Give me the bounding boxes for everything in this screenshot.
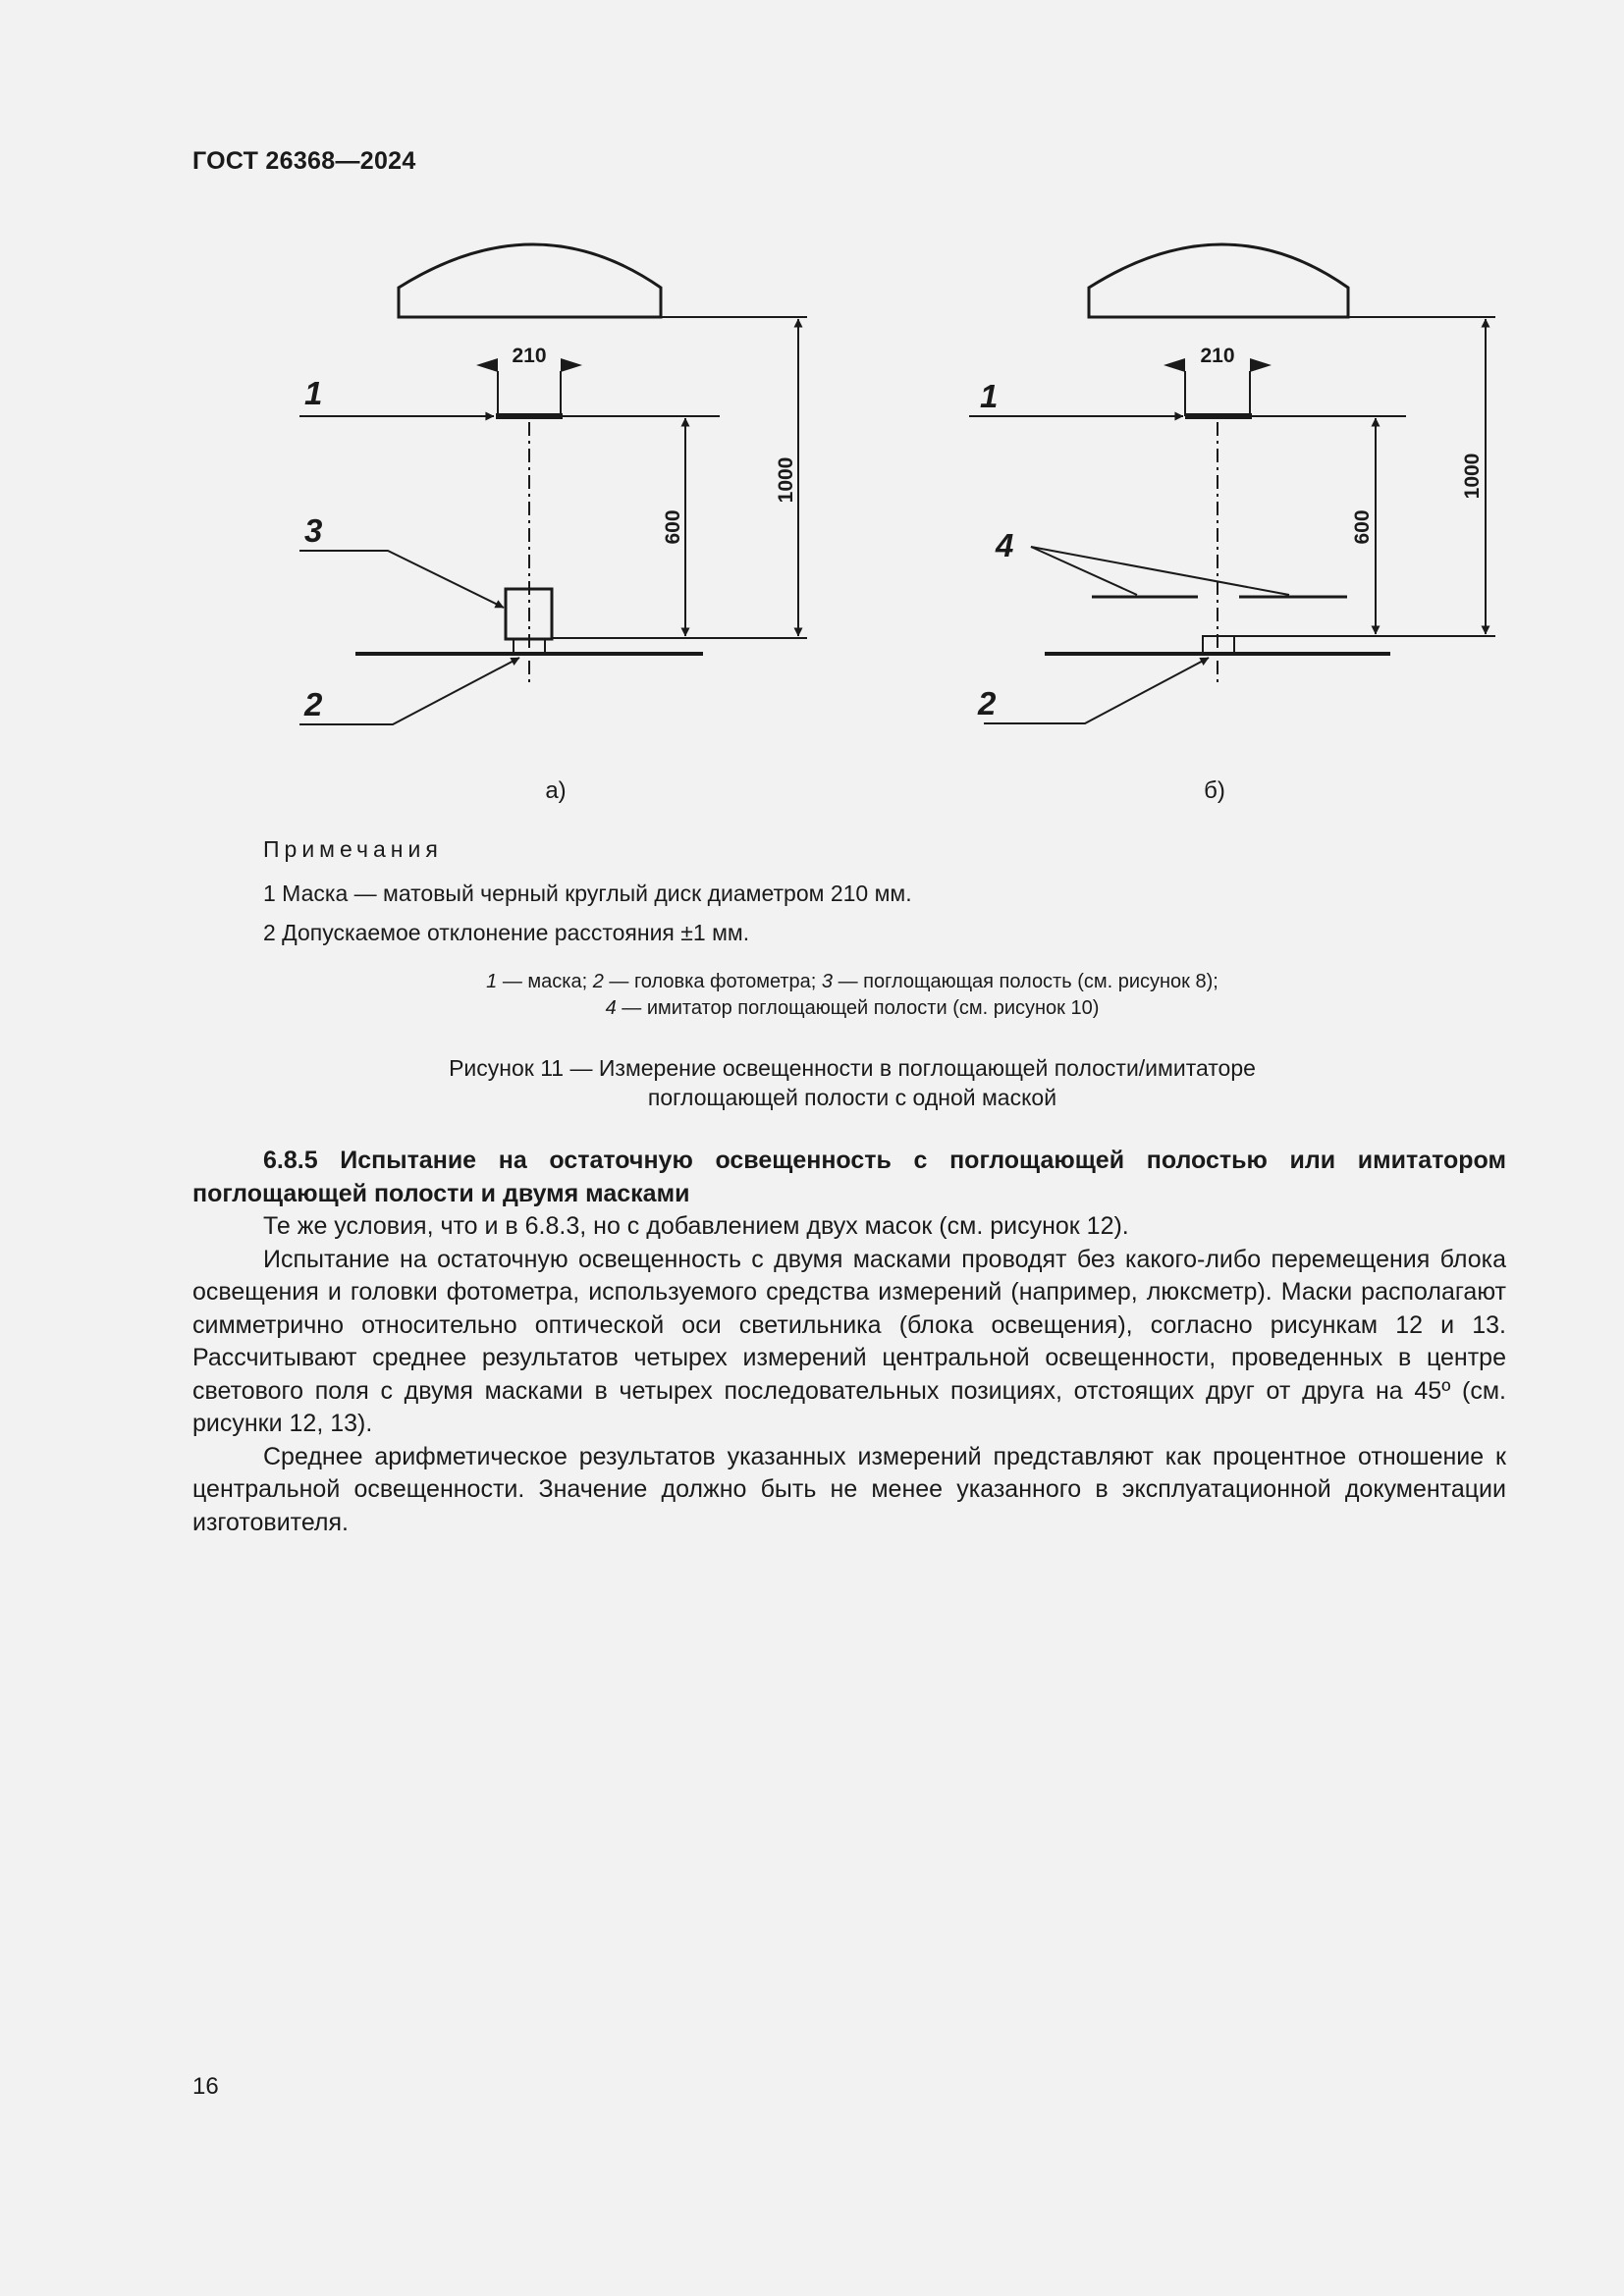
dim-210-b: 210 [1200, 345, 1235, 367]
legend-num: 4 [605, 997, 617, 1019]
document-header: ГОСТ 26368—2024 [192, 147, 416, 175]
legend-num: 1 [486, 971, 498, 992]
lamp-dome-b [1089, 244, 1348, 317]
section-paragraph: Испытание на остаточную освещенность с двумя масками проводят без какого-либо перемещения блока освещения и головки фотометра, используемого средства измерений (например, люксметр). Маски располагают симметрично относительно оптической оси светильника (блока освещения), согласно рисункам 12 и 13. Рассчитывают среднее результатов четырех измерений центральной освещенности, проведенных в центре светового поля с двумя масками в четырех последовательных позициях, отстоящих друг от друга на 45º (см. рисунки 12, 13). [192, 1245, 1506, 1437]
section-paragraph: Те же условия, что и в 6.8.3, но с добавлением двух масок (см. рисунок 12). [263, 1212, 1129, 1240]
label-3-a: 3 [304, 512, 323, 549]
figure-caption-line: поглощающей полости с одной маской [647, 1085, 1057, 1110]
legend-num: 2 [592, 971, 604, 992]
diagram-b [969, 244, 1495, 723]
section-heading: 6.8.5 Испытание на остаточную освещенность с поглощающей полостью или имитатором поглощающей полости и двумя масками [192, 1147, 1506, 1207]
legend-text: — поглощающая полость (см. рисунок 8); [833, 971, 1218, 992]
dim-600-b: 600 [1351, 509, 1374, 545]
dim-600-a: 600 [662, 509, 684, 545]
legend-num: 3 [821, 971, 834, 992]
label-4-b: 4 [996, 527, 1014, 563]
note-item: 2 Допускаемое отклонение расстояния ±1 мм. [263, 920, 750, 945]
notes-heading: Примечания [263, 836, 443, 862]
section-paragraph: Среднее арифметическое результатов указанных измерений представляют как процентное отношение к центральной освещенности. Значение должно быть не менее указанного в эксплуатационной документации изготовителя. [192, 1442, 1506, 1536]
label-1-a: 1 [304, 375, 323, 411]
legend-line [196, 995, 1508, 1022]
figure-caption [196, 1053, 1508, 1112]
figure-legend [196, 969, 1508, 1022]
dim-210-a: 210 [512, 345, 547, 367]
figure-notes [263, 836, 912, 959]
diagram-a [299, 244, 807, 724]
legend-text: — имитатор поглощающей полости (см. рисунок 10) [616, 997, 1100, 1019]
legend-text: — маска; [497, 971, 593, 992]
section-6-8-5 [192, 1145, 1506, 1539]
note-item: 1 Маска — матовый черный круглый диск диаметром 210 мм. [263, 881, 912, 906]
figure-caption-line: Рисунок 11 — Измерение освещенности в поглощающей полости/имитаторе [449, 1055, 1256, 1081]
dim-1000-a: 1000 [775, 456, 797, 504]
label-2-a: 2 [304, 686, 323, 722]
lamp-dome-a [399, 244, 661, 317]
label-2-b: 2 [978, 685, 997, 721]
label-1-b: 1 [980, 378, 999, 414]
dim-1000-b: 1000 [1461, 453, 1484, 500]
page-number: 16 [192, 2073, 219, 2100]
subcaption-b: б) [1204, 777, 1225, 804]
subcaption-a: а) [545, 777, 567, 804]
figure-11-drawing [0, 0, 1624, 825]
legend-line [196, 969, 1508, 995]
legend-text: — головка фотометра; [603, 971, 822, 992]
